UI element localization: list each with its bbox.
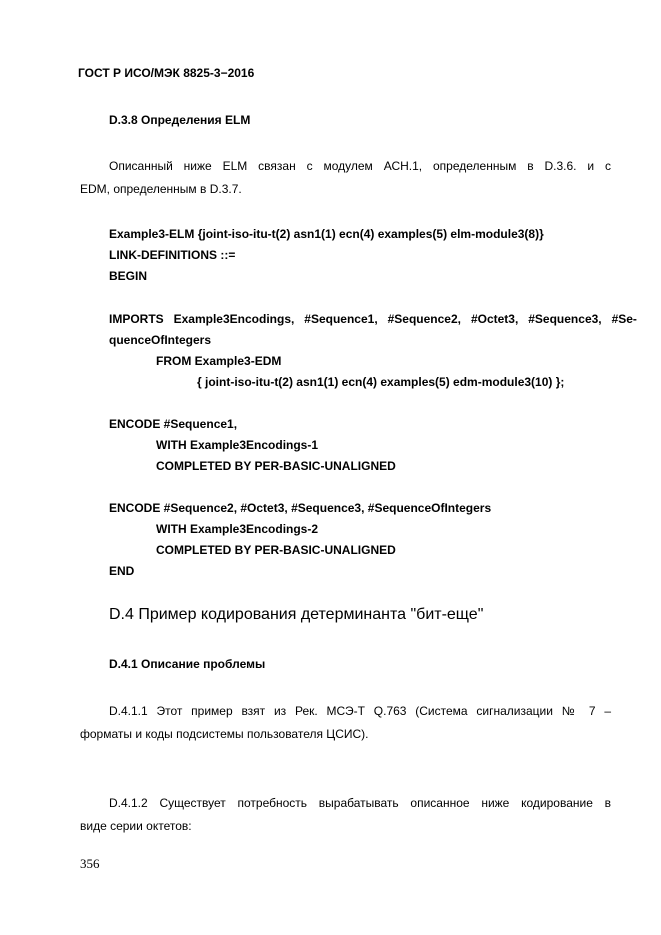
paragraph-line: EDM, определенным в D.3.7. <box>80 182 242 196</box>
section-heading-d4: D.4 Пример кодирования детерминанта "бит-еще" <box>109 606 484 623</box>
paragraph-line: D.4.1.1 Этот пример взят из Рек. МСЭ-Т Q.763 (Система сигнализации № 7 – <box>109 704 611 718</box>
code-line: { joint-iso-itu-t(2) asn1(1) ecn(4) examples(5) edm-module3(10) }; <box>197 375 565 389</box>
section-heading-d41: D.4.1 Описание проблемы <box>109 657 266 671</box>
code-line: quenceOfIntegers <box>109 333 212 347</box>
document-header: ГОСТ Р ИСО/МЭК 8825-3−2016 <box>78 66 255 80</box>
code-line: COMPLETED BY PER-BASIC-UNALIGNED <box>156 459 396 473</box>
paragraph-line: Описанный ниже ELM связан с модулем АСН.1, определенным в D.3.6. и с <box>109 159 611 173</box>
code-imports-word: IMPORTS <box>109 312 164 326</box>
code-line: FROM Example3-EDM <box>156 354 282 368</box>
code-imports-word: #Se- <box>611 312 637 326</box>
code-imports-word: Example3Encodings, <box>173 312 295 326</box>
code-line: END <box>109 564 135 578</box>
code-imports-word: #Octet3, <box>470 312 519 326</box>
page-number: 356 <box>80 856 100 871</box>
paragraph-line: форматы и коды подсистемы пользователя ЦСИС). <box>80 727 369 741</box>
code-line: LINK-DEFINITIONS ::= <box>109 248 236 262</box>
code-imports-word: #Sequence2, <box>387 312 461 326</box>
paragraph-line: D.4.1.2 Существует потребность вырабатывать описанное ниже кодирование в <box>109 796 611 810</box>
code-line: ENCODE #Sequence1, <box>109 417 238 431</box>
code-line: ENCODE #Sequence2, #Octet3, #Sequence3, #SequenceOfIntegers <box>109 501 492 515</box>
code-imports-word: #Sequence3, <box>528 312 602 326</box>
code-imports-word: #Sequence1, <box>304 312 378 326</box>
code-line: WITH Example3Encodings-2 <box>156 522 319 536</box>
section-heading-d38: D.3.8 Определения ELM <box>109 113 251 127</box>
code-imports-line <box>109 312 637 326</box>
code-line: WITH Example3Encodings-1 <box>156 438 319 452</box>
code-line: COMPLETED BY PER-BASIC-UNALIGNED <box>156 543 396 557</box>
code-line: Example3-ELM {joint-iso-itu-t(2) asn1(1) ecn(4) examples(5) elm-module3(8)} <box>109 227 544 241</box>
code-line: BEGIN <box>109 269 148 283</box>
paragraph-line: виде серии октетов: <box>80 819 192 833</box>
